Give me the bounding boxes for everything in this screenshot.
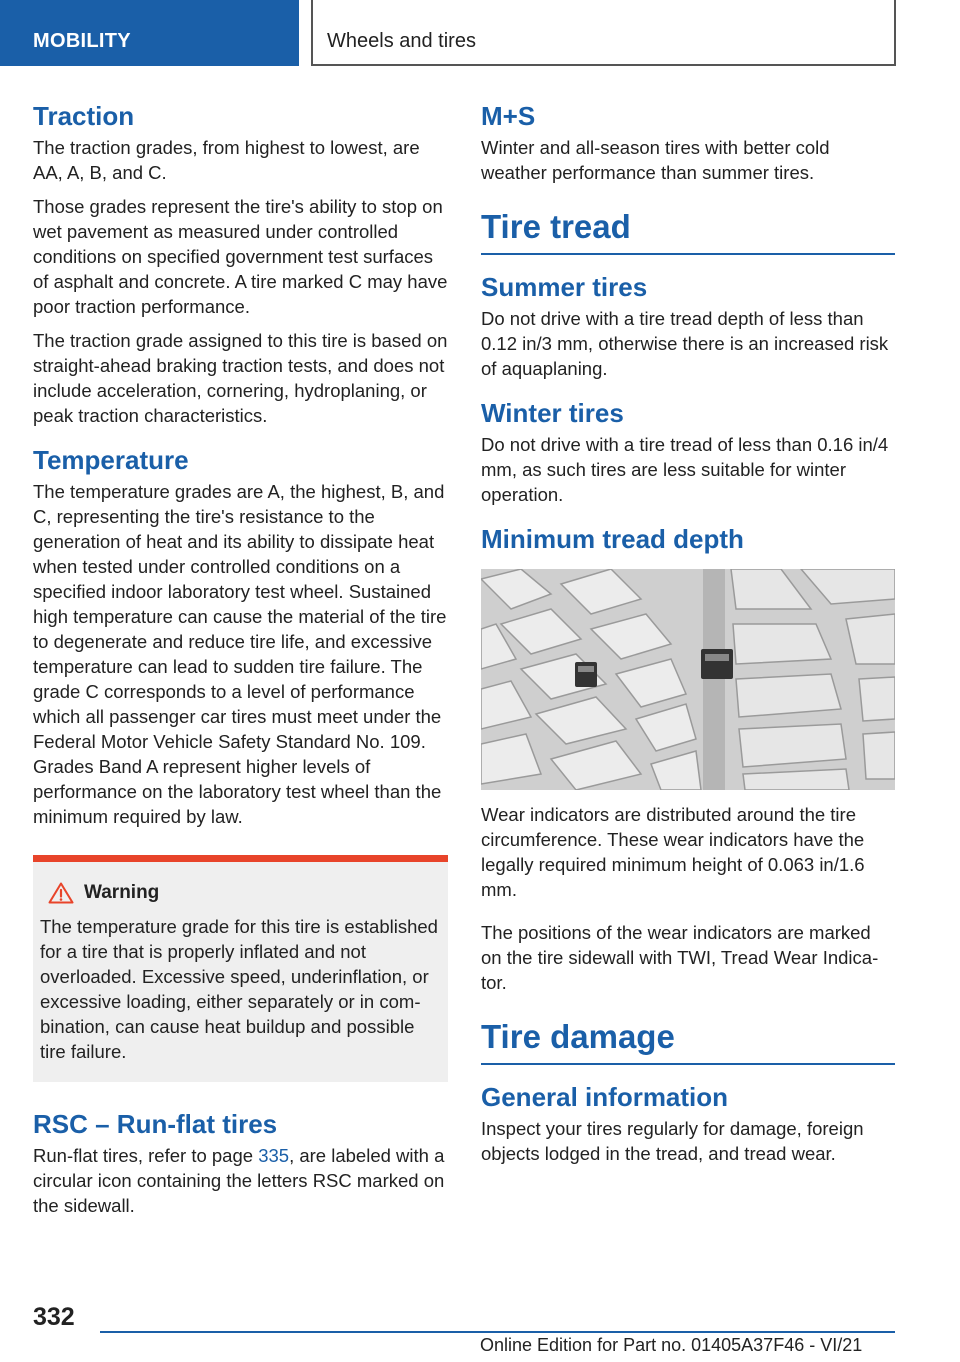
- tire-tread-drawing: [481, 569, 895, 790]
- minimum-tread-depth-heading: Minimum tread depth: [481, 524, 744, 554]
- tire-tread-heading: Tire tread: [481, 207, 895, 255]
- general-information-paragraph: Inspect your tires regularly for damage, foreign objects lodged in the tread, and tread wear.: [481, 1118, 864, 1164]
- page-number: 332: [33, 1303, 75, 1331]
- tread-wear-indicator-illustration: [481, 569, 895, 790]
- warning-box: [33, 855, 448, 1082]
- temperature-heading: Temperature: [33, 445, 189, 475]
- rsc-text-start: Run-flat tires, refer to page: [33, 1145, 259, 1166]
- footer-edition: Online Edition for Part no. 01405A37F46 - VI/21: [480, 1335, 863, 1355]
- traction-paragraph-2: Those grades represent the tire's ability to stop on wet pavement as measured under controlled conditions on specified government test surfaces of asphalt and concrete. A tire marked C may have poor traction performance.: [33, 196, 448, 317]
- warning-text: The temperature grade for this tire is established for a tire that is properly inflated and not overloaded. Excessive speed, underinflation, or excessive loading, either separately or in combination, can cause heat buildup and possible tire failure.: [40, 916, 438, 1062]
- summer-tires-heading: Summer tires: [481, 272, 648, 302]
- header-chapter-label: Wheels and tires: [327, 30, 476, 52]
- winter-tires-paragraph: Do not drive with a tire tread of less than 0.16 in/4 mm, as such tires are less suitable for winter operation.: [481, 434, 889, 505]
- tire-damage-heading: Tire damage: [481, 1017, 895, 1065]
- general-information-heading: General information: [481, 1082, 729, 1112]
- rsc-paragraph: [33, 1143, 448, 1218]
- wear-indicator-left: [575, 662, 597, 687]
- warning-title: Warning: [84, 882, 160, 903]
- ms-paragraph: Winter and all-season tires with better cold weather performance than summer tires.: [481, 137, 830, 183]
- wear-indicator-right: [701, 649, 733, 679]
- header-section-label: MOBILITY: [33, 30, 131, 52]
- page-link-335[interactable]: 335: [258, 1145, 290, 1166]
- rsc-heading: RSC – Run-flat tires: [33, 1109, 278, 1139]
- rsc-text-end: , are labeled with a circular icon containing the letters RSC marked on the sidewall.: [33, 1145, 445, 1216]
- traction-heading: Traction: [33, 101, 135, 131]
- wear-indicators-paragraph-1: Wear indicators are distributed around the tire circumference. These wear indicators have the legally required minimum height of 0.063 in/1.6 mm.: [481, 804, 865, 900]
- warning-triangle-icon: [48, 882, 74, 904]
- warning-header: [48, 882, 440, 904]
- traction-paragraph-3: The traction grade assigned to this tire is based on straight-ahead braking traction tests, and does not include acceleration, cornering, hydroplaning, or peak traction characteristics.: [33, 330, 448, 426]
- right-column: [481, 100, 895, 1166]
- traction-paragraph-1: The traction grades, from highest to lowest, are AA, A, B, and C.: [33, 137, 420, 183]
- ms-heading: M+S: [481, 101, 536, 131]
- header-section-tab: [0, 0, 299, 66]
- footer-divider: [100, 1331, 895, 1333]
- winter-tires-heading: Winter tires: [481, 398, 624, 428]
- wear-indicators-paragraph-2: The positions of the wear indicators are marked on the tire sidewall with TWI, Tread Wear Indicator.: [481, 922, 879, 993]
- header-chapter-tab: [311, 0, 896, 66]
- summer-tires-paragraph: Do not drive with a tire tread depth of less than 0.12 in/3 mm, otherwise there is an increased risk of aquaplaning.: [481, 308, 889, 379]
- temperature-paragraph: The temperature grades are A, the highest, B, and C, representing the tire's resistance to the generation of heat and its ability to dissipate heat when tested under controlled conditions on a specified indoor laboratory test wheel. Sustained high temperature can cause the material of the tire to degenerate and reduce tire life, and excessive temperature can lead to sudden tire failure. The grade C corresponds to a level of performance which all passenger car tires must meet under the Federal Motor Vehicle Safety Standard No. 109. Grades Band A represent higher levels of performance on the laboratory test wheel than the minimum required by law.: [33, 481, 447, 827]
- left-column: [33, 100, 448, 1218]
